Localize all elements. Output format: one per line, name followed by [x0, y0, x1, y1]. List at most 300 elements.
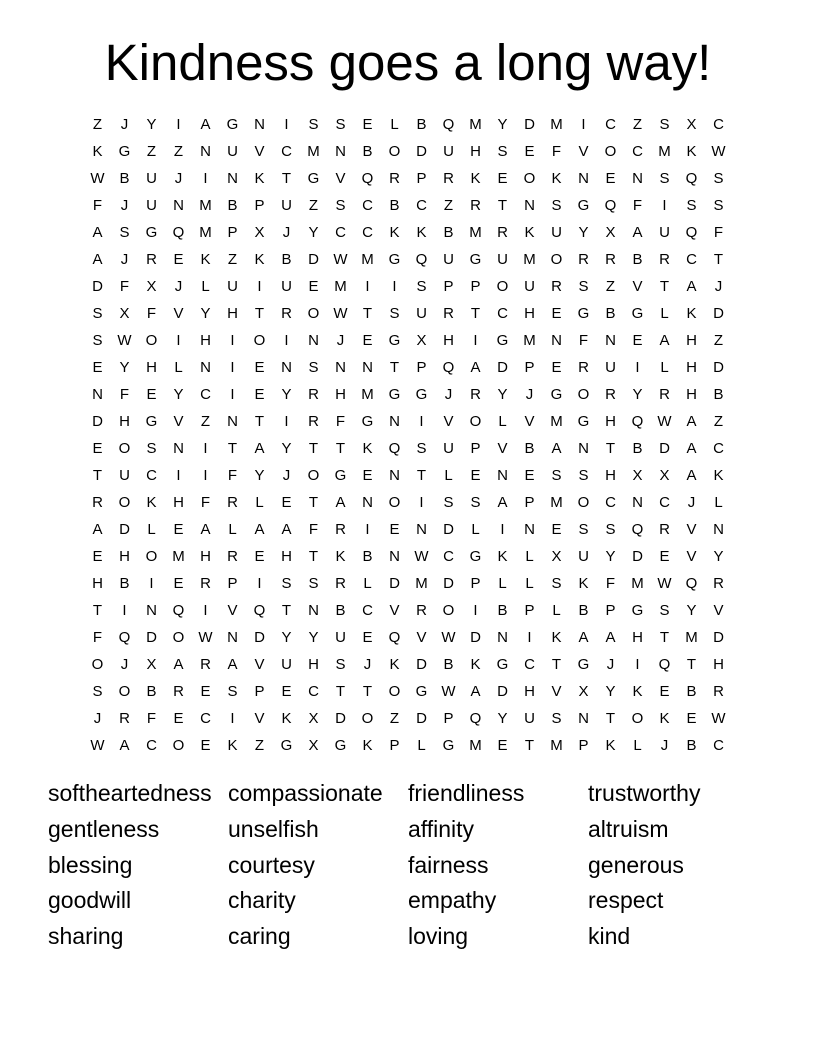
grid-letter[interactable]: O	[388, 683, 401, 700]
grid-letter[interactable]: T	[524, 737, 535, 754]
grid-letter[interactable]: X	[578, 683, 589, 700]
grid-letter[interactable]: Q	[172, 224, 185, 241]
grid-letter[interactable]: I	[176, 116, 181, 133]
grid-letter[interactable]: T	[362, 683, 373, 700]
grid-letter[interactable]: Z	[389, 710, 400, 727]
grid-letter[interactable]: Z	[173, 143, 184, 160]
grid-letter[interactable]: N	[362, 359, 373, 376]
grid-letter[interactable]: N	[524, 521, 535, 538]
grid-letter[interactable]: U	[146, 197, 157, 214]
grid-letter[interactable]: A	[470, 359, 481, 376]
grid-letter[interactable]: L	[255, 494, 264, 511]
grid-letter[interactable]: R	[659, 251, 670, 268]
grid-letter[interactable]: T	[362, 305, 373, 322]
grid-letter[interactable]: V	[497, 440, 508, 457]
grid-letter[interactable]: S	[335, 116, 346, 133]
grid-letter[interactable]: K	[389, 224, 400, 241]
grid-letter[interactable]: M	[523, 332, 536, 349]
grid-letter[interactable]: R	[443, 170, 454, 187]
grid-letter[interactable]: S	[146, 440, 157, 457]
grid-letter[interactable]: Q	[685, 575, 698, 592]
grid-letter[interactable]: I	[527, 629, 532, 646]
grid-letter[interactable]: L	[714, 494, 723, 511]
grid-letter[interactable]: W	[198, 629, 213, 646]
grid-letter[interactable]: F	[146, 305, 157, 322]
grid-letter[interactable]: E	[551, 521, 562, 538]
grid-letter[interactable]: J	[93, 710, 102, 727]
grid-letter[interactable]: M	[361, 386, 374, 403]
grid-letter[interactable]: B	[362, 548, 373, 565]
grid-letter[interactable]: Z	[92, 116, 103, 133]
grid-letter[interactable]: S	[92, 332, 103, 349]
grid-letter[interactable]: Q	[253, 602, 266, 619]
grid-letter[interactable]: J	[336, 332, 345, 349]
grid-letter[interactable]: S	[416, 278, 427, 295]
grid-letter[interactable]: V	[389, 602, 400, 619]
grid-letter[interactable]: P	[524, 359, 535, 376]
grid-letter[interactable]: B	[632, 440, 643, 457]
grid-letter[interactable]: A	[659, 332, 670, 349]
grid-letter[interactable]: G	[415, 683, 428, 700]
grid-letter[interactable]: S	[227, 683, 238, 700]
grid-letter[interactable]: V	[335, 170, 346, 187]
grid-letter[interactable]: C	[146, 737, 157, 754]
grid-letter[interactable]: S	[551, 197, 562, 214]
grid-letter[interactable]: Q	[469, 710, 482, 727]
grid-letter[interactable]: I	[230, 710, 235, 727]
grid-letter[interactable]: J	[174, 170, 183, 187]
grid-letter[interactable]: G	[118, 143, 131, 160]
grid-letter[interactable]: B	[416, 116, 427, 133]
grid-letter[interactable]: K	[713, 467, 724, 484]
grid-letter[interactable]: E	[281, 494, 292, 511]
grid-letter[interactable]: U	[524, 710, 535, 727]
grid-letter[interactable]: L	[201, 278, 210, 295]
grid-letter[interactable]: C	[713, 116, 724, 133]
grid-letter[interactable]: I	[419, 494, 424, 511]
grid-letter[interactable]: W	[711, 710, 726, 727]
grid-letter[interactable]: G	[388, 386, 401, 403]
grid-letter[interactable]: U	[416, 305, 427, 322]
grid-letter[interactable]: Z	[308, 197, 319, 214]
grid-letter[interactable]: O	[442, 602, 455, 619]
grid-letter[interactable]: S	[551, 467, 562, 484]
grid-letter[interactable]: Z	[632, 116, 643, 133]
grid-letter[interactable]: C	[281, 143, 292, 160]
grid-letter[interactable]: C	[605, 116, 616, 133]
grid-letter[interactable]: R	[443, 305, 454, 322]
grid-letter[interactable]: V	[578, 143, 589, 160]
grid-letter[interactable]: O	[118, 683, 131, 700]
grid-letter[interactable]: L	[498, 575, 507, 592]
grid-letter[interactable]: X	[416, 332, 427, 349]
grid-letter[interactable]: S	[551, 710, 562, 727]
grid-letter[interactable]: W	[90, 170, 105, 187]
grid-letter[interactable]: U	[578, 548, 589, 565]
grid-letter[interactable]: L	[471, 521, 480, 538]
grid-letter[interactable]: V	[686, 548, 697, 565]
grid-letter[interactable]: W	[441, 683, 456, 700]
grid-letter[interactable]: K	[551, 170, 562, 187]
grid-letter[interactable]: Z	[227, 251, 238, 268]
grid-letter[interactable]: J	[120, 251, 129, 268]
grid-letter[interactable]: A	[119, 737, 130, 754]
grid-letter[interactable]: P	[416, 170, 427, 187]
grid-letter[interactable]: S	[308, 116, 319, 133]
grid-letter[interactable]: H	[119, 413, 130, 430]
grid-letter[interactable]: K	[227, 737, 238, 754]
grid-letter[interactable]: I	[257, 278, 262, 295]
grid-letter[interactable]: U	[551, 224, 562, 241]
grid-letter[interactable]: Y	[713, 548, 724, 565]
grid-letter[interactable]: D	[713, 629, 724, 646]
grid-letter[interactable]: S	[335, 197, 346, 214]
grid-letter[interactable]: A	[200, 116, 211, 133]
grid-letter[interactable]: Y	[200, 305, 211, 322]
grid-letter[interactable]: G	[307, 170, 320, 187]
grid-letter[interactable]: T	[605, 440, 616, 457]
grid-letter[interactable]: M	[658, 143, 671, 160]
grid-letter[interactable]: E	[497, 170, 508, 187]
grid-letter[interactable]: Q	[604, 197, 617, 214]
grid-letter[interactable]: T	[254, 413, 265, 430]
grid-letter[interactable]: U	[443, 251, 454, 268]
grid-letter[interactable]: D	[308, 251, 319, 268]
grid-letter[interactable]: K	[632, 683, 643, 700]
grid-letter[interactable]: F	[119, 278, 130, 295]
grid-letter[interactable]: N	[227, 413, 238, 430]
grid-letter[interactable]: A	[686, 440, 697, 457]
grid-letter[interactable]: Y	[605, 548, 616, 565]
grid-letter[interactable]: E	[173, 710, 184, 727]
grid-letter[interactable]: Y	[254, 467, 265, 484]
grid-letter[interactable]: D	[146, 629, 157, 646]
grid-letter[interactable]: K	[659, 710, 670, 727]
grid-letter[interactable]: K	[686, 143, 697, 160]
grid-letter[interactable]: I	[662, 197, 667, 214]
grid-letter[interactable]: F	[92, 197, 103, 214]
grid-letter[interactable]: D	[92, 413, 103, 430]
grid-letter[interactable]: X	[119, 305, 130, 322]
grid-letter[interactable]: K	[281, 710, 292, 727]
grid-letter[interactable]: M	[361, 251, 374, 268]
grid-letter[interactable]: M	[550, 413, 563, 430]
grid-letter[interactable]: M	[550, 116, 563, 133]
grid-letter[interactable]: K	[200, 251, 211, 268]
grid-letter[interactable]: U	[281, 278, 292, 295]
grid-letter[interactable]: Y	[308, 629, 319, 646]
grid-letter[interactable]: D	[497, 683, 508, 700]
grid-letter[interactable]: E	[254, 386, 265, 403]
grid-letter[interactable]: T	[659, 278, 670, 295]
grid-letter[interactable]: W	[657, 575, 672, 592]
grid-letter[interactable]: M	[550, 494, 563, 511]
grid-letter[interactable]: N	[551, 332, 562, 349]
grid-letter[interactable]: K	[362, 440, 373, 457]
grid-letter[interactable]: P	[227, 224, 238, 241]
grid-letter[interactable]: N	[281, 359, 292, 376]
grid-letter[interactable]: E	[362, 116, 373, 133]
grid-letter[interactable]: M	[199, 224, 212, 241]
grid-letter[interactable]: W	[90, 737, 105, 754]
grid-letter[interactable]: A	[686, 467, 697, 484]
grid-letter[interactable]: B	[119, 575, 130, 592]
grid-letter[interactable]: X	[659, 467, 670, 484]
grid-letter[interactable]: Q	[415, 251, 428, 268]
grid-letter[interactable]: R	[146, 251, 157, 268]
grid-letter[interactable]: T	[686, 656, 697, 673]
grid-letter[interactable]: G	[442, 737, 455, 754]
grid-letter[interactable]: I	[500, 521, 505, 538]
grid-letter[interactable]: S	[551, 575, 562, 592]
grid-letter[interactable]: L	[498, 413, 507, 430]
grid-letter[interactable]: I	[230, 386, 235, 403]
grid-letter[interactable]: U	[335, 629, 346, 646]
letter-grid[interactable]	[84, 111, 732, 759]
grid-letter[interactable]: H	[92, 575, 103, 592]
grid-letter[interactable]: E	[200, 683, 211, 700]
grid-letter[interactable]: N	[605, 332, 616, 349]
grid-letter[interactable]: H	[686, 359, 697, 376]
grid-letter[interactable]: B	[389, 197, 400, 214]
grid-letter[interactable]: G	[334, 737, 347, 754]
grid-letter[interactable]: B	[227, 197, 238, 214]
grid-letter[interactable]: A	[254, 521, 265, 538]
grid-letter[interactable]: C	[362, 602, 373, 619]
grid-letter[interactable]: I	[176, 332, 181, 349]
grid-letter[interactable]: M	[631, 575, 644, 592]
grid-letter[interactable]: C	[335, 224, 346, 241]
grid-letter[interactable]: X	[254, 224, 265, 241]
grid-letter[interactable]: J	[660, 737, 669, 754]
grid-letter[interactable]: H	[524, 305, 535, 322]
grid-letter[interactable]: K	[362, 737, 373, 754]
grid-letter[interactable]: O	[496, 278, 509, 295]
grid-letter[interactable]: V	[551, 683, 562, 700]
grid-letter[interactable]: H	[227, 305, 238, 322]
grid-letter[interactable]: K	[524, 224, 535, 241]
grid-letter[interactable]: O	[523, 170, 536, 187]
grid-letter[interactable]: G	[415, 386, 428, 403]
grid-letter[interactable]: S	[416, 440, 427, 457]
grid-letter[interactable]: B	[632, 251, 643, 268]
grid-letter[interactable]: N	[497, 629, 508, 646]
grid-letter[interactable]: I	[392, 278, 397, 295]
grid-letter[interactable]: C	[416, 197, 427, 214]
grid-letter[interactable]: G	[631, 305, 644, 322]
grid-letter[interactable]: T	[713, 251, 724, 268]
grid-letter[interactable]: O	[172, 737, 185, 754]
grid-letter[interactable]: V	[173, 305, 184, 322]
grid-letter[interactable]: F	[308, 521, 319, 538]
grid-letter[interactable]: N	[713, 521, 724, 538]
grid-letter[interactable]: A	[92, 251, 103, 268]
grid-letter[interactable]: D	[416, 710, 427, 727]
grid-letter[interactable]: B	[686, 737, 697, 754]
grid-letter[interactable]: A	[470, 683, 481, 700]
grid-letter[interactable]: I	[284, 116, 289, 133]
grid-letter[interactable]: U	[281, 197, 292, 214]
grid-letter[interactable]: K	[254, 251, 265, 268]
grid-letter[interactable]: R	[578, 251, 589, 268]
grid-letter[interactable]: W	[414, 548, 429, 565]
grid-letter[interactable]: I	[635, 359, 640, 376]
grid-letter[interactable]: K	[470, 656, 481, 673]
grid-letter[interactable]: J	[714, 278, 723, 295]
grid-letter[interactable]: H	[146, 359, 157, 376]
grid-letter[interactable]: I	[203, 467, 208, 484]
grid-letter[interactable]: T	[92, 602, 103, 619]
grid-letter[interactable]: C	[200, 710, 211, 727]
grid-letter[interactable]: O	[388, 143, 401, 160]
grid-letter[interactable]: I	[284, 413, 289, 430]
grid-letter[interactable]: G	[577, 656, 590, 673]
grid-letter[interactable]: Q	[172, 602, 185, 619]
grid-letter[interactable]: P	[254, 197, 265, 214]
grid-letter[interactable]: Q	[658, 656, 671, 673]
grid-letter[interactable]: E	[254, 359, 265, 376]
grid-letter[interactable]: K	[686, 305, 697, 322]
grid-letter[interactable]: X	[551, 548, 562, 565]
grid-letter[interactable]: K	[146, 494, 157, 511]
grid-letter[interactable]: S	[443, 494, 454, 511]
grid-letter[interactable]: Y	[146, 116, 157, 133]
grid-letter[interactable]: S	[335, 656, 346, 673]
grid-letter[interactable]: Z	[713, 413, 724, 430]
grid-letter[interactable]: A	[173, 656, 184, 673]
grid-letter[interactable]: L	[660, 305, 669, 322]
grid-letter[interactable]: N	[254, 116, 265, 133]
grid-letter[interactable]: J	[363, 656, 372, 673]
grid-letter[interactable]: A	[551, 440, 562, 457]
grid-letter[interactable]: B	[335, 602, 346, 619]
grid-letter[interactable]: Q	[442, 116, 455, 133]
grid-letter[interactable]: R	[173, 683, 184, 700]
grid-letter[interactable]: Y	[119, 359, 130, 376]
grid-letter[interactable]: T	[389, 359, 400, 376]
grid-letter[interactable]: Q	[361, 170, 374, 187]
grid-letter[interactable]: A	[92, 521, 103, 538]
grid-letter[interactable]: R	[578, 359, 589, 376]
grid-letter[interactable]: V	[632, 278, 643, 295]
grid-letter[interactable]: O	[631, 710, 644, 727]
grid-letter[interactable]: Y	[605, 683, 616, 700]
grid-letter[interactable]: V	[173, 413, 184, 430]
grid-letter[interactable]: R	[200, 656, 211, 673]
grid-letter[interactable]: J	[606, 656, 615, 673]
grid-letter[interactable]: O	[91, 656, 104, 673]
grid-letter[interactable]: C	[362, 224, 373, 241]
grid-letter[interactable]: R	[605, 386, 616, 403]
grid-letter[interactable]: Z	[200, 413, 211, 430]
grid-letter[interactable]: W	[657, 413, 672, 430]
grid-letter[interactable]: H	[119, 548, 130, 565]
grid-letter[interactable]: L	[525, 548, 534, 565]
grid-letter[interactable]: J	[444, 386, 453, 403]
grid-letter[interactable]: M	[523, 251, 536, 268]
grid-letter[interactable]: D	[416, 143, 427, 160]
grid-letter[interactable]: H	[605, 413, 616, 430]
grid-letter[interactable]: P	[605, 602, 616, 619]
grid-letter[interactable]: T	[281, 170, 292, 187]
grid-letter[interactable]: C	[443, 548, 454, 565]
grid-letter[interactable]: E	[686, 710, 697, 727]
grid-letter[interactable]: T	[551, 656, 562, 673]
grid-letter[interactable]: P	[470, 575, 481, 592]
grid-letter[interactable]: S	[470, 494, 481, 511]
grid-letter[interactable]: O	[145, 332, 158, 349]
grid-letter[interactable]: I	[257, 575, 262, 592]
grid-letter[interactable]: C	[659, 494, 670, 511]
grid-letter[interactable]: U	[605, 359, 616, 376]
grid-letter[interactable]: T	[254, 305, 265, 322]
grid-letter[interactable]: P	[524, 602, 535, 619]
grid-letter[interactable]: I	[284, 332, 289, 349]
grid-letter[interactable]: E	[632, 332, 643, 349]
grid-letter[interactable]: L	[525, 575, 534, 592]
grid-letter[interactable]: M	[469, 737, 482, 754]
grid-letter[interactable]: V	[443, 413, 454, 430]
grid-letter[interactable]: D	[443, 521, 454, 538]
grid-letter[interactable]: W	[441, 629, 456, 646]
grid-letter[interactable]: D	[632, 548, 643, 565]
grid-letter[interactable]: O	[118, 494, 131, 511]
grid-letter[interactable]: E	[173, 521, 184, 538]
grid-letter[interactable]: O	[307, 305, 320, 322]
grid-letter[interactable]: P	[416, 359, 427, 376]
grid-letter[interactable]: G	[145, 224, 158, 241]
grid-letter[interactable]: E	[362, 467, 373, 484]
grid-letter[interactable]: Q	[685, 170, 698, 187]
grid-letter[interactable]: D	[254, 629, 265, 646]
grid-letter[interactable]: C	[200, 386, 211, 403]
grid-letter[interactable]: E	[497, 737, 508, 754]
grid-letter[interactable]: C	[308, 683, 319, 700]
grid-letter[interactable]: N	[416, 521, 427, 538]
grid-letter[interactable]: O	[118, 440, 131, 457]
grid-letter[interactable]: R	[659, 386, 670, 403]
grid-letter[interactable]: N	[173, 440, 184, 457]
grid-letter[interactable]: B	[524, 440, 535, 457]
grid-letter[interactable]: R	[227, 548, 238, 565]
grid-letter[interactable]: L	[228, 521, 237, 538]
grid-letter[interactable]: A	[227, 656, 238, 673]
grid-letter[interactable]: K	[254, 170, 265, 187]
grid-letter[interactable]: E	[254, 548, 265, 565]
grid-letter[interactable]: Q	[685, 224, 698, 241]
grid-letter[interactable]: N	[200, 143, 211, 160]
grid-letter[interactable]: M	[172, 548, 185, 565]
grid-letter[interactable]: N	[578, 170, 589, 187]
grid-letter[interactable]: S	[578, 521, 589, 538]
grid-letter[interactable]: B	[605, 305, 616, 322]
grid-letter[interactable]: R	[470, 386, 481, 403]
grid-letter[interactable]: N	[308, 332, 319, 349]
grid-letter[interactable]: L	[444, 467, 453, 484]
grid-letter[interactable]: N	[362, 494, 373, 511]
grid-letter[interactable]: T	[281, 602, 292, 619]
grid-letter[interactable]: V	[713, 602, 724, 619]
grid-letter[interactable]: I	[176, 467, 181, 484]
grid-letter[interactable]: S	[281, 575, 292, 592]
grid-letter[interactable]: E	[173, 575, 184, 592]
grid-letter[interactable]: P	[470, 278, 481, 295]
grid-letter[interactable]: T	[416, 467, 427, 484]
grid-letter[interactable]: D	[524, 116, 535, 133]
grid-letter[interactable]: N	[389, 548, 400, 565]
grid-letter[interactable]: S	[713, 170, 724, 187]
grid-letter[interactable]: Y	[497, 386, 508, 403]
